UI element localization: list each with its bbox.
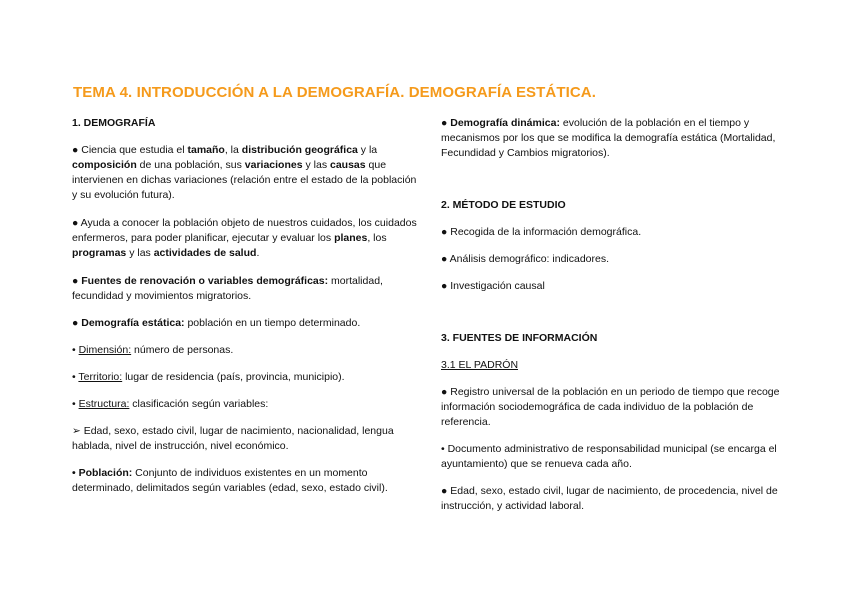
metodo-item-3: ● Investigación causal	[441, 280, 545, 292]
paragraph-demografia-dinamica: ● Demografía dinámica: evolución de la población en el tiempo y mecanismos por los que se modifica la demografía estática (Mortalidad, Fecundidad y Cambios migratorios).	[441, 117, 776, 159]
item-dimension: • Dimensión: número de personas.	[72, 344, 234, 356]
padron-item-3: ● Edad, sexo, estado civil, lugar de nacimiento, de procedencia, nivel de instrucción, y actividad laboral.	[441, 485, 778, 512]
metodo-item-1: ● Recogida de la información demográfica.	[441, 226, 642, 238]
right-column	[441, 116, 781, 514]
section-heading-demografia: 1. DEMOGRAFÍA	[72, 117, 156, 129]
metodo-item-2: ● Análisis demográfico: indicadores.	[441, 253, 610, 265]
item-territorio: • Territorio: lugar de residencia (país, provincia, municipio).	[72, 371, 345, 383]
paragraph-ayuda: ● Ayuda a conocer la población objeto de nuestros cuidados, los cuidados enfermeros, para poder planificar, ejecutar y evaluar los planes, los programas y las actividades de salud.	[72, 217, 417, 259]
paragraph-demografia-estatica: ● Demografía estática: población en un tiempo determinado.	[72, 317, 361, 329]
padron-item-1: ● Registro universal de la población en un periodo de tiempo que recoge información sociodemográfica de cada individuo de la población de referencia.	[441, 386, 780, 428]
paragraph-fuentes-renovacion: ● Fuentes de renovación o variables demográficas: mortalidad, fecundidad y movimientos migratorios.	[72, 275, 383, 302]
page-title: TEMA 4. INTRODUCCIÓN A LA DEMOGRAFÍA. DEMOGRAFÍA ESTÁTICA.	[73, 84, 597, 101]
section-heading-metodo: 2. MÉTODO DE ESTUDIO	[441, 199, 566, 211]
left-column	[72, 116, 417, 496]
item-variables: ➢ Edad, sexo, estado civil, lugar de nacimiento, nacionalidad, lengua hablada, nivel de instrucción, nivel económico.	[72, 425, 394, 452]
item-estructura: • Estructura: clasificación según variables:	[72, 398, 269, 410]
paragraph-poblacion: • Población: Conjunto de individuos existentes en un momento determinado, delimitados según variables (edad, sexo, estado civil).	[72, 467, 388, 494]
paragraph-definicion: ● Ciencia que estudia el tamaño, la distribución geográfica y la composición de una población, sus variaciones y las causas que intervienen en dichas variaciones (relación entre el estado de la población y su evolución futura).	[72, 144, 417, 201]
padron-item-2: • Documento administrativo de responsabilidad municipal (se encarga el ayuntamiento) que se renueva cada año.	[441, 443, 777, 470]
subsection-padron: 3.1 EL PADRÓN	[441, 359, 519, 371]
section-heading-fuentes: 3. FUENTES DE INFORMACIÓN	[441, 332, 598, 344]
